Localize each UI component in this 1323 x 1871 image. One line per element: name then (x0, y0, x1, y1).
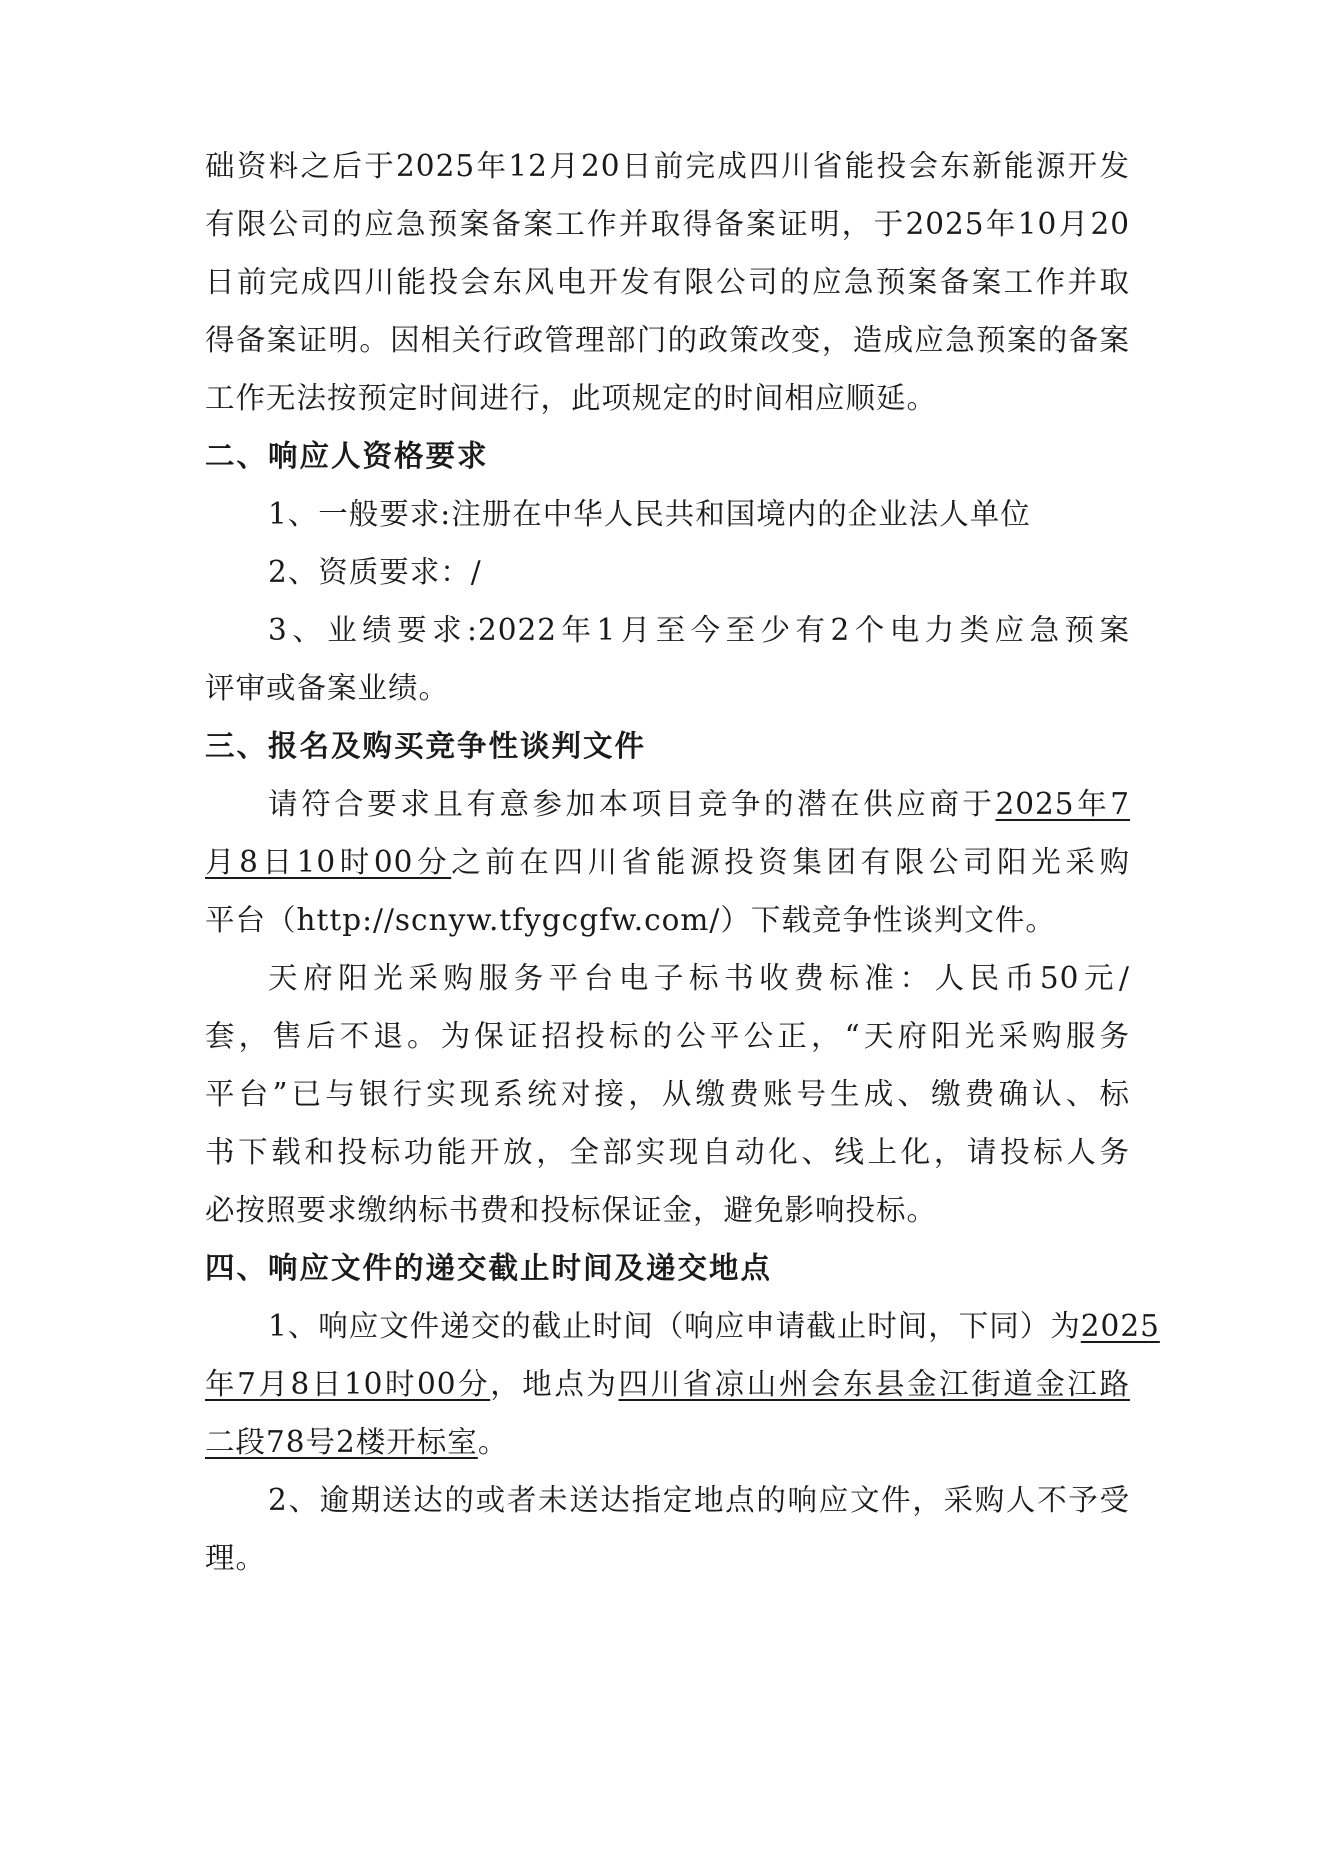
paragraph-line: 天府阳光采购服务平台电子标书收费标准：人民币50元/ (268, 961, 1130, 995)
section-heading-qualifications: 二、响应人资格要求 (205, 439, 489, 473)
platform-url-line: 平台（http://scnyw.tfygcgfw.com/）下载竞争性谈判文件。 (205, 903, 1056, 937)
deadline-underlined: 年7月8日10时00分 (205, 1367, 491, 1401)
deadline-underlined: 月8日10时00分 (205, 845, 452, 879)
paragraph-line: 工作无法按预定时间进行，此项规定的时间相应顺延。 (205, 381, 938, 415)
requirement-item-qualification: 2、资质要求：/ (268, 555, 482, 589)
paragraph-line (268, 1306, 1160, 1346)
paragraph-line: 得备案证明。因相关行政管理部门的政策改变，造成应急预案的备案 (205, 323, 1130, 357)
paragraph-line: 套，售后不退。为保证招投标的公平公正，“天府阳光采购服务 (205, 1019, 1130, 1053)
section-heading-submission: 四、响应文件的递交截止时间及递交地点 (205, 1251, 773, 1285)
paragraph-line: 有限公司的应急预案备案工作并取得备案证明，于2025年10月20 (205, 207, 1130, 241)
paragraph-line: 必按照要求缴纳标书费和投标保证金，避免影响投标。 (205, 1193, 938, 1227)
paragraph-line (205, 1364, 1130, 1404)
location-underlined: 二段78号2楼开标室 (205, 1425, 478, 1459)
requirement-item-performance: 3、业绩要求:2022年1月至今至少有2个电力类应急预案 (268, 613, 1130, 647)
requirement-item-performance-cont: 评审或备案业绩。 (205, 671, 450, 705)
requirement-item-general: 1、一般要求:注册在中华人民共和国境内的企业法人单位 (268, 497, 1031, 531)
paragraph-line: 2、逾期送达的或者未送达指定地点的响应文件，采购人不予受 (268, 1483, 1130, 1517)
paragraph-line: 书下载和投标功能开放，全部实现自动化、线上化，请投标人务 (205, 1135, 1130, 1169)
section-heading-registration: 三、报名及购买竞争性谈判文件 (205, 729, 647, 763)
text-span: 。 (477, 1425, 509, 1459)
text-span: 1、响应文件递交的截止时间（响应申请截止时间，下同）为 (268, 1309, 1081, 1343)
paragraph-line (205, 842, 1130, 882)
deadline-underlined: 2025年7 (995, 787, 1130, 821)
location-underlined: 四川省凉山州会东县金江街道金江路 (618, 1367, 1130, 1401)
paragraph-line: 理。 (205, 1541, 267, 1575)
paragraph-line: 日前完成四川能投会东风电开发有限公司的应急预案备案工作并取 (205, 265, 1130, 299)
paragraph-line: 平台”已与银行实现系统对接，从缴费账号生成、缴费确认、标 (205, 1077, 1130, 1111)
text-span: 请符合要求且有意参加本项目竞争的潜在供应商于 (268, 787, 996, 821)
paragraph-line (205, 1422, 1130, 1462)
text-span: ，地点为 (490, 1367, 619, 1401)
paragraph-line (268, 784, 1130, 824)
deadline-underlined: 2025 (1080, 1309, 1160, 1343)
paragraph-line: 础资料之后于2025年12月20日前完成四川省能投会东新能源开发 (205, 149, 1130, 183)
text-span: 之前在四川省能源投资集团有限公司阳光采购 (451, 845, 1130, 879)
